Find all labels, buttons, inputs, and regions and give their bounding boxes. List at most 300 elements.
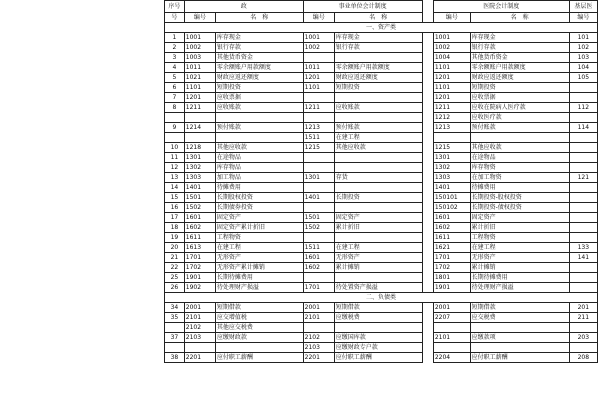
table-row — [165, 123, 598, 133]
hosp-code-cell: 1201 — [433, 93, 470, 103]
hosp-name-cell: 长期投资-股权投资 — [470, 193, 569, 203]
inst-code-cell — [303, 203, 334, 213]
base-code-cell — [569, 213, 597, 223]
inst-code-cell — [303, 163, 334, 173]
inst-code-cell: 1002 — [303, 43, 334, 53]
hosp-name-cell: 应收票据 — [470, 93, 569, 103]
hosp-code-cell: 1212 — [433, 113, 470, 123]
table-row — [165, 173, 598, 183]
gov-name-cell: 长期股权投资 — [215, 193, 303, 203]
gov-code-cell: 1702 — [184, 263, 215, 273]
table-row — [165, 253, 598, 263]
seq-cell: 8 — [165, 103, 185, 113]
base-code-cell — [569, 283, 597, 293]
hosp-code-cell — [433, 343, 470, 353]
gov-code-cell — [184, 133, 215, 143]
table-row — [165, 183, 598, 193]
table-row — [165, 143, 598, 153]
hosp-code-cell: 1002 — [433, 43, 470, 53]
seq-cell: 3 — [165, 53, 185, 63]
seq-cell — [165, 133, 185, 143]
base-code-cell — [569, 193, 597, 203]
table-row — [165, 63, 598, 73]
base-code-cell — [569, 203, 597, 213]
table-row — [165, 313, 598, 323]
gov-name-cell: 加工物品 — [215, 173, 303, 183]
hosp-code-cell: 1602 — [433, 223, 470, 233]
seq-cell: 7 — [165, 93, 185, 103]
inst-name-cell: 银行存款 — [334, 43, 422, 53]
header-gov-name: 名 称 — [215, 13, 303, 23]
seq-cell: 19 — [165, 233, 185, 243]
table-row — [165, 83, 598, 93]
base-code-cell: 112 — [569, 103, 597, 113]
gov-code-cell: 1902 — [184, 283, 215, 293]
base-code-cell — [569, 233, 597, 243]
gov-name-cell: 应付职工薪酬 — [215, 353, 303, 363]
hosp-name-cell: 应付职工薪酬 — [470, 353, 569, 363]
hosp-name-cell: 固定资产 — [470, 213, 569, 223]
hosp-name-cell: 应收医疗款 — [470, 113, 569, 123]
hosp-code-cell: 150102 — [433, 203, 470, 213]
inst-name-cell: 财政应返还额度 — [334, 73, 422, 83]
hosp-code-cell: 1611 — [433, 233, 470, 243]
header-hosp-code: 编号 — [433, 13, 470, 23]
hosp-code-cell — [433, 323, 470, 333]
seq-cell: 22 — [165, 263, 185, 273]
gov-name-cell: 无形资产累计摊销 — [215, 263, 303, 273]
header-hospital: 医院会计制度 — [433, 1, 569, 13]
seq-cell: 17 — [165, 213, 185, 223]
inst-code-cell: 2103 — [303, 343, 334, 353]
gov-code-cell: 1003 — [184, 53, 215, 63]
section-assets: 一、资产类 — [165, 23, 598, 33]
base-code-cell: 211 — [569, 313, 597, 323]
table-row — [165, 73, 598, 83]
hosp-name-cell: 累计折旧 — [470, 223, 569, 233]
inst-name-cell: 存货 — [334, 173, 422, 183]
seq-cell: 25 — [165, 273, 185, 283]
inst-code-cell: 1511 — [303, 243, 334, 253]
seq-cell: 11 — [165, 153, 185, 163]
hosp-code-cell: 1101 — [433, 83, 470, 93]
table-row — [165, 323, 598, 333]
hosp-code-cell: 1601 — [433, 213, 470, 223]
header-seq-sub: 号 — [165, 13, 185, 23]
gov-code-cell — [184, 113, 215, 123]
seq-cell — [165, 343, 185, 353]
base-code-cell — [569, 93, 597, 103]
inst-name-cell — [334, 323, 422, 333]
hosp-name-cell: 短期投资 — [470, 83, 569, 93]
seq-cell: 2 — [165, 43, 185, 53]
hosp-name-cell — [470, 343, 569, 353]
gov-name-cell: 应缴财政款 — [215, 333, 303, 343]
table-row — [165, 263, 598, 273]
gov-code-cell: 1302 — [184, 163, 215, 173]
base-code-cell: 102 — [569, 43, 597, 53]
gov-code-cell: 1602 — [184, 223, 215, 233]
seq-cell: 5 — [165, 73, 185, 83]
gov-name-cell: 库存现金 — [215, 33, 303, 43]
gov-code-cell: 1303 — [184, 173, 215, 183]
gov-name-cell: 工程物资 — [215, 233, 303, 243]
hosp-code-cell: 2204 — [433, 353, 470, 363]
header-row-1 — [165, 1, 598, 13]
gov-name-cell: 固定资产累计折旧 — [215, 223, 303, 233]
header-gov-code: 编号 — [184, 13, 215, 23]
inst-name-cell: 短期借款 — [334, 303, 422, 313]
gov-name-cell: 无形资产 — [215, 253, 303, 263]
base-code-cell — [569, 83, 597, 93]
header-gov: 政 — [184, 1, 303, 13]
seq-cell — [165, 113, 185, 123]
inst-code-cell: 2201 — [303, 353, 334, 363]
hosp-name-cell: 在加工物资 — [470, 173, 569, 183]
table-row — [165, 273, 598, 283]
hosp-name-cell: 应收在院病人医疗款 — [470, 103, 569, 113]
hosp-code-cell: 1004 — [433, 53, 470, 63]
table-row — [165, 223, 598, 233]
base-code-cell: 121 — [569, 173, 597, 183]
base-code-cell — [569, 223, 597, 233]
inst-name-cell: 预付账款 — [334, 123, 422, 133]
seq-cell: 13 — [165, 173, 185, 183]
inst-name-cell: 应缴税费 — [334, 313, 422, 323]
hosp-name-cell: 其他应收款 — [470, 143, 569, 153]
gov-code-cell: 1301 — [184, 153, 215, 163]
gov-code-cell: 1001 — [184, 33, 215, 43]
table-row — [165, 153, 598, 163]
inst-name-cell: 其他应收款 — [334, 143, 422, 153]
table-row — [165, 53, 598, 63]
inst-code-cell: 1215 — [303, 143, 334, 153]
table-row — [165, 133, 598, 143]
hosp-code-cell: 1901 — [433, 283, 470, 293]
header-inst-code: 编号 — [303, 13, 334, 23]
inst-code-cell: 1511 — [303, 133, 334, 143]
inst-code-cell: 1201 — [303, 73, 334, 83]
base-code-cell — [569, 183, 597, 193]
inst-name-cell: 在建工程 — [334, 133, 422, 143]
gov-code-cell: 1701 — [184, 253, 215, 263]
header-row-2 — [165, 13, 598, 23]
hosp-code-cell: 1303 — [433, 173, 470, 183]
inst-name-cell — [334, 53, 422, 63]
inst-code-cell — [303, 93, 334, 103]
gov-name-cell: 长期债券投资 — [215, 203, 303, 213]
base-code-cell: 105 — [569, 73, 597, 83]
gov-name-cell: 其他货币资金 — [215, 53, 303, 63]
base-code-cell: 203 — [569, 333, 597, 343]
inst-name-cell: 累计摊销 — [334, 263, 422, 273]
inst-name-cell: 应缴国库款 — [334, 333, 422, 343]
base-code-cell — [569, 343, 597, 353]
inst-code-cell: 2102 — [303, 333, 334, 343]
seq-cell: 4 — [165, 63, 185, 73]
account-comparison-table — [164, 0, 598, 363]
table-row — [165, 213, 598, 223]
gov-name-cell: 固定资产 — [215, 213, 303, 223]
gov-code-cell: 1002 — [184, 43, 215, 53]
seq-cell: 15 — [165, 193, 185, 203]
inst-code-cell: 1502 — [303, 223, 334, 233]
table-row — [165, 243, 598, 253]
table-row — [165, 203, 598, 213]
inst-code-cell: 1401 — [303, 193, 334, 203]
table-row — [165, 353, 598, 363]
inst-code-cell — [303, 113, 334, 123]
table-row — [165, 163, 598, 173]
hosp-code-cell: 2207 — [433, 313, 470, 323]
table-row — [165, 193, 598, 203]
hosp-code-cell: 1213 — [433, 123, 470, 133]
gov-code-cell: 2102 — [184, 323, 215, 333]
header-base-code: 编号 — [569, 13, 597, 23]
hosp-code-cell: 2101 — [433, 333, 470, 343]
seq-cell: 14 — [165, 183, 185, 193]
inst-name-cell: 应付职工薪酬 — [334, 353, 422, 363]
hosp-name-cell: 在建工程 — [470, 243, 569, 253]
gov-name-cell: 银行存款 — [215, 43, 303, 53]
hosp-code-cell: 1301 — [433, 153, 470, 163]
hosp-name-cell — [470, 323, 569, 333]
gov-name-cell: 预付账款 — [215, 123, 303, 133]
gov-name-cell: 待处理财产损溢 — [215, 283, 303, 293]
header-hosp-name: 名 称 — [470, 13, 569, 23]
base-code-cell — [569, 323, 597, 333]
gov-code-cell: 1011 — [184, 63, 215, 73]
base-code-cell — [569, 113, 597, 123]
table-body — [165, 1, 598, 363]
seq-cell: 16 — [165, 203, 185, 213]
header-seq: 序号 — [165, 1, 185, 13]
gov-code-cell: 2201 — [184, 353, 215, 363]
gov-code-cell: 1021 — [184, 73, 215, 83]
inst-name-cell — [334, 163, 422, 173]
inst-name-cell — [334, 233, 422, 243]
gov-name-cell: 其他应收款 — [215, 143, 303, 153]
section-liabilities-row — [165, 293, 598, 303]
inst-code-cell: 1501 — [303, 213, 334, 223]
gov-code-cell: 1211 — [184, 103, 215, 113]
inst-code-cell: 1001 — [303, 33, 334, 43]
gov-name-cell: 财政应返还额度 — [215, 73, 303, 83]
hosp-code-cell: 1201 — [433, 73, 470, 83]
inst-name-cell: 待处置资产损溢 — [334, 283, 422, 293]
inst-name-cell: 应收账款 — [334, 103, 422, 113]
hosp-name-cell: 待处理财产损溢 — [470, 283, 569, 293]
hosp-name-cell: 财政应返还额度 — [470, 73, 569, 83]
hosp-name-cell: 库存现金 — [470, 33, 569, 43]
gov-code-cell: 1613 — [184, 243, 215, 253]
hosp-name-cell: 应缴款项 — [470, 333, 569, 343]
hosp-name-cell — [470, 133, 569, 143]
inst-code-cell: 1101 — [303, 83, 334, 93]
inst-code-cell: 2001 — [303, 303, 334, 313]
table-row — [165, 103, 598, 113]
base-code-cell: 133 — [569, 243, 597, 253]
hosp-name-cell: 在途物品 — [470, 153, 569, 163]
gov-code-cell: 1201 — [184, 93, 215, 103]
inst-name-cell — [334, 273, 422, 283]
hosp-code-cell: 1621 — [433, 243, 470, 253]
inst-code-cell: 1602 — [303, 263, 334, 273]
inst-name-cell — [334, 203, 422, 213]
seq-cell: 26 — [165, 283, 185, 293]
base-code-cell — [569, 133, 597, 143]
seq-cell: 34 — [165, 303, 185, 313]
base-code-cell — [569, 153, 597, 163]
inst-name-cell — [334, 153, 422, 163]
gov-name-cell — [215, 343, 303, 353]
gov-name-cell: 其他应交税费 — [215, 323, 303, 333]
gov-name-cell: 应收账款 — [215, 103, 303, 113]
gov-name-cell — [215, 133, 303, 143]
gov-name-cell: 零余额账户用款额度 — [215, 63, 303, 73]
inst-code-cell: 1701 — [303, 283, 334, 293]
base-code-cell — [569, 163, 597, 173]
hosp-code-cell: 1702 — [433, 263, 470, 273]
hosp-name-cell: 待摊费用 — [470, 183, 569, 193]
inst-code-cell — [303, 183, 334, 193]
table-row — [165, 303, 598, 313]
hosp-code-cell — [433, 133, 470, 143]
gov-code-cell: 1502 — [184, 203, 215, 213]
table-row — [165, 43, 598, 53]
hosp-name-cell: 长期待摊费用 — [470, 273, 569, 283]
inst-name-cell: 长期投资 — [334, 193, 422, 203]
table-row — [165, 283, 598, 293]
gov-code-cell: 1601 — [184, 213, 215, 223]
inst-name-cell: 在建工程 — [334, 243, 422, 253]
hosp-name-cell: 库存物资 — [470, 163, 569, 173]
inst-name-cell: 零余额账户用款额度 — [334, 63, 422, 73]
seq-cell: 35 — [165, 313, 185, 323]
table-row — [165, 343, 598, 353]
seq-cell: 18 — [165, 223, 185, 233]
hosp-code-cell: 1215 — [433, 143, 470, 153]
gov-name-cell: 应收票据 — [215, 93, 303, 103]
section-assets-row — [165, 23, 598, 33]
base-code-cell — [569, 273, 597, 283]
table-row — [165, 333, 598, 343]
header-inst-name: 名 称 — [334, 13, 422, 23]
seq-cell: 1 — [165, 33, 185, 43]
inst-code-cell — [303, 53, 334, 63]
inst-code-cell — [303, 153, 334, 163]
gov-code-cell: 1214 — [184, 123, 215, 133]
base-code-cell: 141 — [569, 253, 597, 263]
base-code-cell: 114 — [569, 123, 597, 133]
inst-code-cell: 2101 — [303, 313, 334, 323]
gov-name-cell: 库存物品 — [215, 163, 303, 173]
table-row — [165, 113, 598, 123]
base-code-cell — [569, 143, 597, 153]
gov-code-cell: 1901 — [184, 273, 215, 283]
seq-cell: 12 — [165, 163, 185, 173]
inst-code-cell — [303, 233, 334, 243]
seq-cell: 6 — [165, 83, 185, 93]
hosp-name-cell: 工程物资 — [470, 233, 569, 243]
seq-cell: 38 — [165, 353, 185, 363]
inst-code-cell: 1213 — [303, 123, 334, 133]
hosp-name-cell: 累计摊销 — [470, 263, 569, 273]
hosp-name-cell: 应交税费 — [470, 313, 569, 323]
gov-code-cell: 1218 — [184, 143, 215, 153]
inst-code-cell: 1211 — [303, 103, 334, 113]
seq-cell: 10 — [165, 143, 185, 153]
section-liabilities: 二、负债类 — [165, 293, 598, 303]
seq-cell: 9 — [165, 123, 185, 133]
table-row — [165, 33, 598, 43]
gov-name-cell: 长期待摊费用 — [215, 273, 303, 283]
hosp-name-cell: 银行存款 — [470, 43, 569, 53]
base-code-cell: 208 — [569, 353, 597, 363]
gov-code-cell — [184, 343, 215, 353]
gov-code-cell: 1501 — [184, 193, 215, 203]
inst-name-cell — [334, 183, 422, 193]
seq-cell: 20 — [165, 243, 185, 253]
hosp-code-cell: 1701 — [433, 253, 470, 263]
hosp-name-cell: 零余额账户用款额度 — [470, 63, 569, 73]
gov-name-cell: 应交增值税 — [215, 313, 303, 323]
hosp-name-cell: 无形资产 — [470, 253, 569, 263]
gov-name-cell: 短期借款 — [215, 303, 303, 313]
base-code-cell: 103 — [569, 53, 597, 63]
hosp-code-cell: 150101 — [433, 193, 470, 203]
inst-name-cell: 固定资产 — [334, 213, 422, 223]
hosp-name-cell: 长期投资-债权投资 — [470, 203, 569, 213]
base-code-cell — [569, 263, 597, 273]
gov-name-cell: 待摊费用 — [215, 183, 303, 193]
base-code-cell: 201 — [569, 303, 597, 313]
gov-code-cell: 1101 — [184, 83, 215, 93]
hosp-name-cell: 预付账款 — [470, 123, 569, 133]
gov-name-cell — [215, 113, 303, 123]
hosp-code-cell: 1101 — [433, 63, 470, 73]
inst-name-cell: 应缴财政专户款 — [334, 343, 422, 353]
inst-name-cell: 无形资产 — [334, 253, 422, 263]
inst-name-cell: 库存现金 — [334, 33, 422, 43]
seq-cell — [165, 323, 185, 333]
header-base: 基层医 — [569, 1, 597, 13]
hosp-name-cell: 短期借款 — [470, 303, 569, 313]
gov-code-cell: 2103 — [184, 333, 215, 343]
base-code-cell: 101 — [569, 33, 597, 43]
table-row — [165, 93, 598, 103]
inst-code-cell — [303, 273, 334, 283]
gov-code-cell: 1401 — [184, 183, 215, 193]
hosp-code-cell: 1401 — [433, 183, 470, 193]
gov-code-cell: 2101 — [184, 313, 215, 323]
hosp-name-cell: 其他货币资金 — [470, 53, 569, 63]
hosp-code-cell: 1211 — [433, 103, 470, 113]
seq-cell: 37 — [165, 333, 185, 343]
hosp-code-cell: 1001 — [433, 33, 470, 43]
gov-code-cell: 1611 — [184, 233, 215, 243]
base-code-cell: 104 — [569, 63, 597, 73]
inst-name-cell — [334, 93, 422, 103]
hosp-code-cell: 2001 — [433, 303, 470, 313]
inst-code-cell: 1601 — [303, 253, 334, 263]
inst-code-cell — [303, 323, 334, 333]
header-institution: 事业单位会计制度 — [303, 1, 422, 13]
table-row — [165, 233, 598, 243]
inst-name-cell: 累计折旧 — [334, 223, 422, 233]
hosp-code-cell: 1801 — [433, 273, 470, 283]
gov-name-cell: 在建工程 — [215, 243, 303, 253]
